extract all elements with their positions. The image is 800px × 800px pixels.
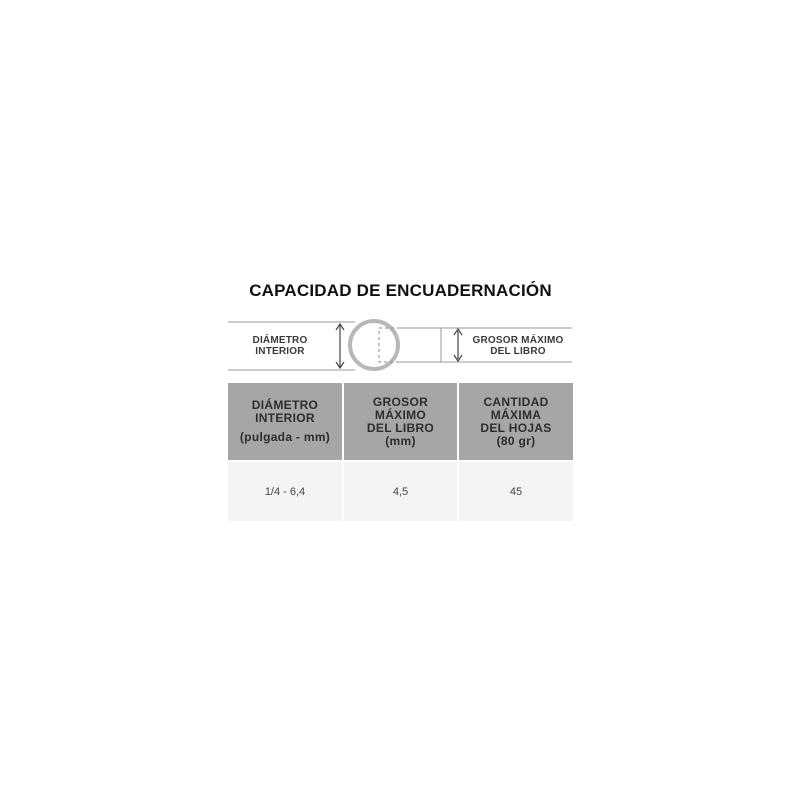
max-thickness-label bbox=[468, 335, 568, 357]
header-max-sheets-line-2: MÁXIMA bbox=[490, 407, 542, 422]
header-inner-diameter-line-1: DIÁMETRO bbox=[251, 398, 319, 412]
max-thickness-label-line-1: GROSOR MÁXIMO bbox=[472, 335, 564, 346]
page-title: CAPACIDAD DE ENCUADERNACIÓN bbox=[249, 281, 552, 300]
cell-max-sheets: 45 bbox=[458, 461, 573, 521]
header-inner-diameter bbox=[228, 383, 343, 461]
header-max-thickness-line-2: MÁXIMO bbox=[374, 407, 427, 422]
header-inner-diameter-line-2: INTERIOR bbox=[255, 411, 315, 425]
cell-max-thickness: 4,5 bbox=[343, 461, 458, 521]
header-max-thickness-unit: (mm) bbox=[385, 433, 416, 448]
table-header-row bbox=[228, 383, 573, 461]
header-max-sheets bbox=[458, 383, 573, 461]
header-max-sheets-unit: (80 gr) bbox=[496, 433, 536, 448]
inner-diameter-label bbox=[240, 335, 320, 357]
table-row bbox=[228, 461, 573, 521]
inner-diameter-label-line-2: INTERIOR bbox=[255, 346, 305, 357]
inner-diameter-label-line-1: DIÁMETRO bbox=[252, 335, 308, 346]
max-thickness-label-line-2: DEL LIBRO bbox=[490, 346, 546, 357]
header-max-thickness bbox=[343, 383, 458, 461]
header-max-thickness-line-1: GROSOR bbox=[372, 394, 429, 409]
book-outline bbox=[379, 328, 441, 362]
header-max-sheets-line-1: CANTIDAD bbox=[483, 394, 549, 409]
header-max-sheets-line-3: DEL HOJAS bbox=[480, 420, 552, 435]
header-max-thickness-line-3: DEL LIBRO bbox=[366, 420, 435, 435]
header-inner-diameter-unit: (pulgada - mm) bbox=[239, 430, 331, 444]
capacity-table bbox=[228, 383, 573, 521]
cell-inner-diameter: 1/4 - 6,4 bbox=[228, 461, 343, 521]
